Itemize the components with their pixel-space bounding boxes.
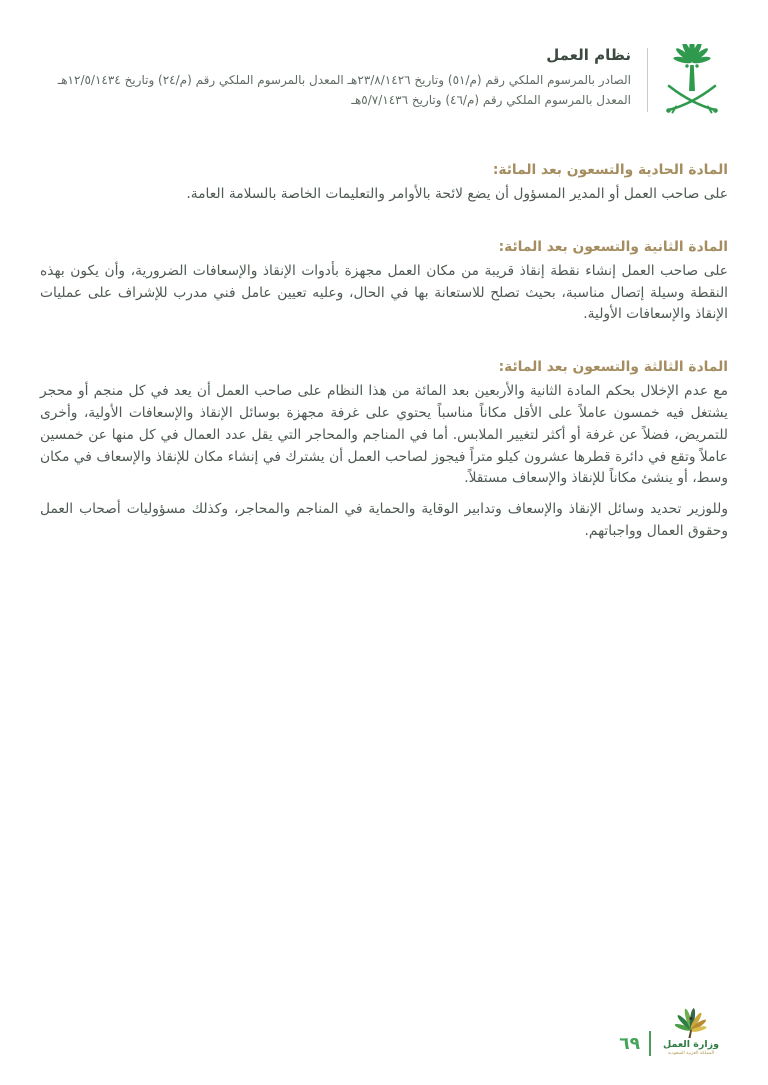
decree-line-1: الصادر بالمرسوم الملكي رقم (م/٥١) وتاريخ ٢٣/٨/١٤٢٦هـ المعدل بالمرسوم الملكي رقم (م/٢٤) وتاريخ ١٢/٥/١٤٣٤هـ — [57, 73, 631, 87]
decree-line-2: المعدل بالمرسوم الملكي رقم (م/٤٦) وتاريخ ٥/٧/١٤٣٦هـ — [351, 92, 631, 107]
header-text-block — [46, 44, 631, 110]
article-paragraph: على صاحب العمل إنشاء نقطة إنقاذ قريبة من مكان العمل مجهزة بأدوات الإنقاذ والإسعافات الضرورية، وأن يكون بهذه النقطة وسيلة إتصال مناسبة، بحيث تصلح للاستعانة بها في الحال، وعليه تعيين عامل فني مدرب للإشراف على عمليات الإنقاذ والإسعافات الأولية. — [40, 262, 728, 323]
article-body — [40, 184, 728, 206]
ministry-of-labor-logo — [660, 1006, 722, 1057]
article-193 — [40, 357, 728, 543]
article-heading: المادة الثانية والتسعون بعد المائة: — [498, 238, 728, 255]
page-footer — [619, 1006, 722, 1057]
page-number: ٦٩ — [619, 1034, 640, 1054]
articles-content — [40, 160, 728, 574]
header-divider — [647, 48, 648, 112]
article-paragraph: وللوزير تحديد وسائل الإنقاذ والإسعاف وتدابير الوقاية والحماية في المناجم والمحاجر، وكذلك مسؤوليات أصحاب العمل وحقوق العمال وواجباتهم. — [40, 501, 728, 539]
ministry-name: وزارة العمل — [662, 1039, 720, 1050]
article-body — [40, 381, 728, 543]
article-heading: المادة الثالثة والتسعون بعد المائة: — [498, 359, 728, 376]
article-body — [40, 261, 728, 326]
saudi-emblem-icon — [662, 44, 722, 118]
page-header — [46, 44, 722, 118]
article-paragraph: على صاحب العمل أو المدير المسؤول أن يضع لائحة بالأوامر والتعليمات الخاصة بالسلامة العامة. — [186, 186, 728, 202]
article-192 — [40, 237, 728, 326]
ministry-palm-icon — [672, 1006, 710, 1038]
ministry-subtitle: المملكة العربية السعودية — [667, 1051, 715, 1056]
article-191 — [40, 160, 728, 206]
document-title: نظام العمل — [546, 46, 631, 64]
article-heading: المادة الحادية والتسعون بعد المائة: — [492, 162, 728, 178]
footer-separator — [649, 1031, 651, 1056]
article-paragraph: مع عدم الإخلال بحكم المادة الثانية والأربعين بعد المائة من هذا النظام على صاحب العمل أن يعد في كل منجم أو محجر يشتغل فيه خمسون عاملاً على الأقل مكاناً مناسباً يحتوي على غرفة مجهزة بوسائل الإنقاذ والإسعافات الأولية، وأخرى للتمريض، فضلاً عن غرفة أو أكثر لتغيير الملابس. أما في المناجم والمحاجر التي يقل عدد العمال في كل منها عن خمسين عاملاً وتقع في دائرة قطرها عشرون كيلو متراً فيجوز لصاحب العمل أن يشترك في إنشاء مكان للإنقاذ والإسعاف في مكان وسط، أو ينشئ مكاناً للإنقاذ والإسعاف مستقلاً. — [40, 383, 728, 487]
